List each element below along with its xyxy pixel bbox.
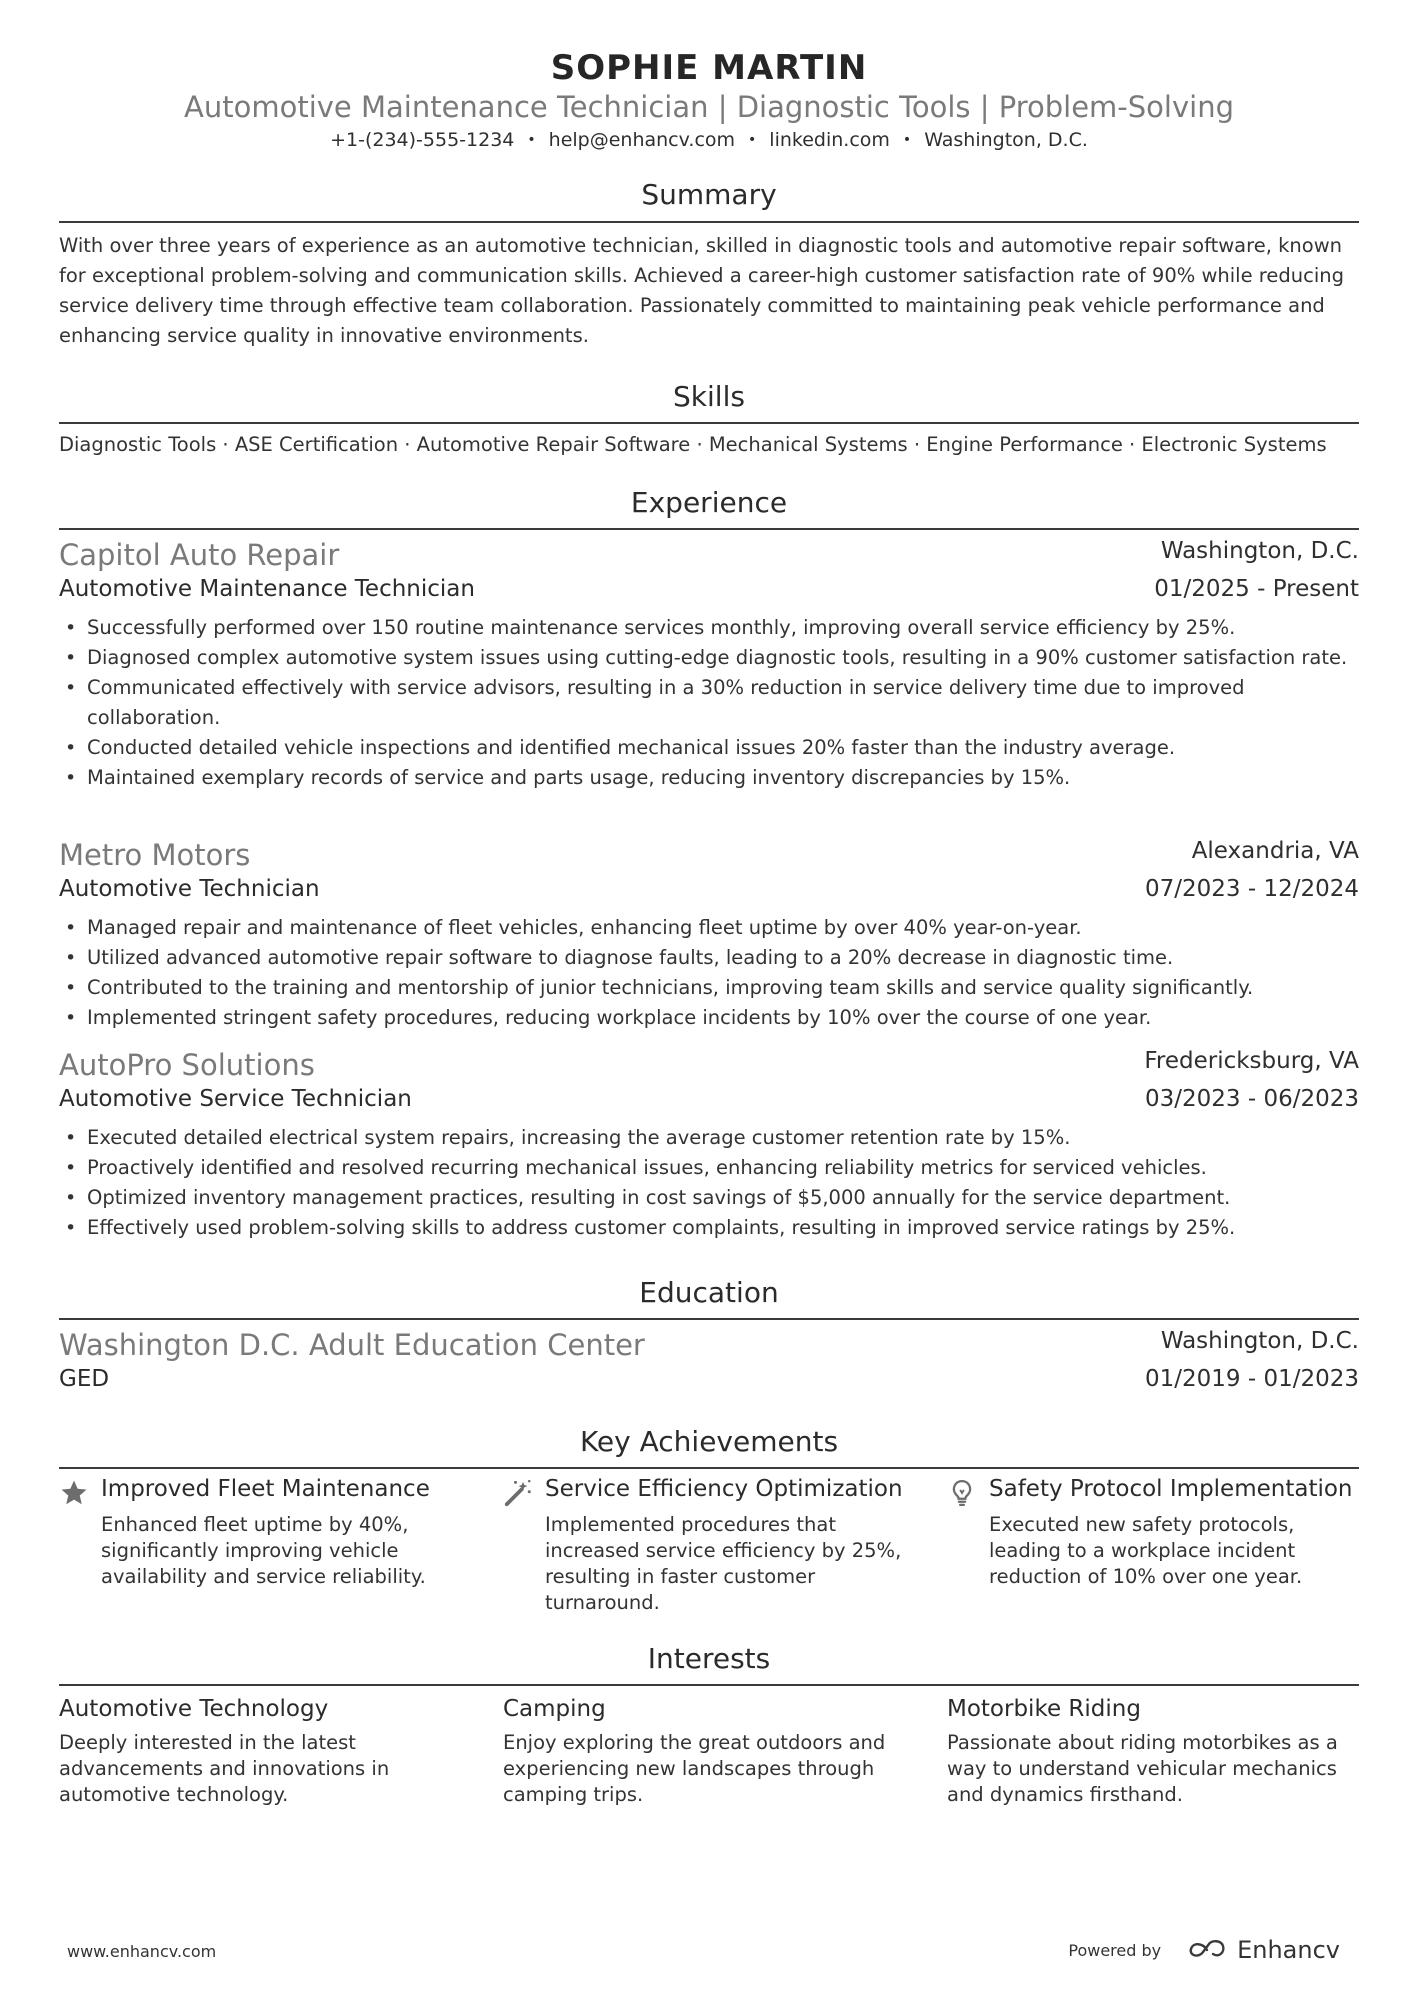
list-item: • Utilized advanced automotive repair software to diagnose faults, leading to a 20% decrease in diagnostic time.: [59, 943, 1359, 973]
summary-text: With over three years of experience as an automotive technician, skilled in diagnostic tools and automotive repair software, known for exceptional problem-solving and communication skills. Achieved a career-high customer satisfaction rate of 90% while reducing service delivery time through effective team collaboration. Passionately committed to maintaining peak vehicle performance and enhancing service quality in innovative environments.: [59, 234, 1344, 347]
list-item: • Executed detailed electrical system repairs, increasing the average customer retention rate by 15%.: [59, 1123, 1359, 1153]
list-item: • Conducted detailed vehicle inspections and identified mechanical issues 20% faster than the industry average.: [59, 733, 1359, 763]
section-divider: [59, 1318, 1359, 1320]
achievement-desc: Enhanced fleet uptime by 40%, significantly improving vehicle availability and service reliability.: [101, 1513, 426, 1588]
section-title-summary: Summary: [641, 178, 777, 211]
section-title-key-achievements: Key Achievements: [579, 1425, 839, 1458]
job-location: Alexandria, VA: [1191, 838, 1359, 864]
list-item: • Managed repair and maintenance of fleet vehicles, enhancing fleet uptime by over 40% year-on-year.: [59, 913, 1359, 943]
degree-name: GED: [59, 1366, 110, 1392]
achievement-title: Improved Fleet Maintenance: [101, 1476, 430, 1502]
lightbulb-icon: [947, 1478, 977, 1508]
section-title-education: Education: [639, 1276, 779, 1309]
interest-item: [59, 1696, 459, 1808]
section-divider: [59, 221, 1359, 223]
achievement-desc: Implemented procedures that increased service efficiency by 25%, resulting in faster customer turnaround.: [545, 1513, 902, 1614]
company-name: Metro Motors: [59, 838, 251, 872]
linkedin-link[interactable]: linkedin.com: [769, 129, 890, 151]
interest-desc: Enjoy exploring the great outdoors and experiencing new landscapes through camping trips.: [503, 1731, 886, 1806]
email-link[interactable]: help@enhancv.com: [548, 129, 736, 151]
achievement-desc: Executed new safety protocols, leading to a workplace incident reduction of 10% over one year.: [989, 1513, 1303, 1588]
interest-title: Motorbike Riding: [947, 1696, 1141, 1722]
section-divider: [59, 528, 1359, 530]
section-title-skills: Skills: [673, 380, 745, 413]
interest-title: Automotive Technology: [59, 1696, 329, 1722]
job-role: Automotive Maintenance Technician: [59, 576, 475, 602]
list-item: • Communicated effectively with service advisors, resulting in a 30% reduction in service delivery time due to improved collaboration.: [59, 673, 1359, 733]
list-item: • Contributed to the training and mentorship of junior technicians, improving team skills and service quality significantly.: [59, 973, 1359, 1003]
school-name: Washington D.C. Adult Education Center: [59, 1328, 645, 1362]
job-role: Automotive Technician: [59, 876, 320, 902]
job-dates: 07/2023 - 12/2024: [1144, 876, 1359, 902]
achievement-title: Safety Protocol Implementation: [989, 1476, 1353, 1502]
skills-list: Diagnostic Tools · ASE Certification · Automotive Repair Software · Mechanical Systems · Engine Performance · Electronic Systems: [59, 433, 1327, 456]
interest-desc: Passionate about riding motorbikes as a way to understand vehicular mechanics and dynamics firsthand.: [947, 1731, 1338, 1806]
list-item: • Diagnosed complex automotive system issues using cutting-edge diagnostic tools, resulting in a 90% customer satisfaction rate.: [59, 643, 1359, 673]
company-name: AutoPro Solutions: [59, 1048, 315, 1082]
contact-separator: •: [902, 132, 912, 148]
phone-text: +1-(234)-555-1234: [330, 129, 515, 151]
candidate-headline: Automotive Maintenance Technician | Diagnostic Tools | Problem-Solving: [184, 90, 1234, 124]
contact-separator: •: [748, 132, 757, 148]
list-item: • Proactively identified and resolved recurring mechanical issues, enhancing reliability metrics for serviced vehicles.: [59, 1153, 1359, 1183]
contact-line: [59, 129, 1359, 151]
education-dates: 01/2019 - 01/2023: [1144, 1366, 1359, 1392]
interest-title: Camping: [503, 1696, 606, 1722]
job-location: Washington, D.C.: [1160, 538, 1359, 564]
job-bullets: [59, 913, 1359, 1033]
footer-website-link[interactable]: www.enhancv.com: [67, 1942, 217, 1961]
section-title-experience: Experience: [630, 486, 788, 519]
interest-desc: Deeply interested in the latest advancements and innovations in automotive technology.: [59, 1731, 390, 1806]
job-dates: 03/2023 - 06/2023: [1144, 1086, 1359, 1112]
job-role: Automotive Service Technician: [59, 1086, 412, 1112]
interest-item: [503, 1696, 903, 1808]
job-dates: 01/2025 - Present: [1154, 576, 1359, 602]
location-text: Washington, D.C.: [924, 129, 1088, 151]
section-divider: [59, 422, 1359, 424]
list-item: • Optimized inventory management practices, resulting in cost savings of $5,000 annually for the service department.: [59, 1183, 1359, 1213]
section-divider: [59, 1684, 1359, 1686]
list-item: • Maintained exemplary records of service and parts usage, reducing inventory discrepancies by 15%.: [59, 763, 1359, 793]
section-title-interests: Interests: [647, 1642, 771, 1675]
achievement-title: Service Efficiency Optimization: [545, 1476, 903, 1502]
job-bullets: [59, 1123, 1359, 1243]
footer-powered-by: [1068, 1930, 1340, 1970]
contact-separator: •: [527, 132, 536, 148]
star-icon: [59, 1478, 89, 1508]
company-name: Capitol Auto Repair: [59, 538, 340, 572]
job-location: Fredericksburg, VA: [1144, 1048, 1359, 1074]
job-bullets: [59, 613, 1359, 793]
school-location: Washington, D.C.: [1160, 1328, 1359, 1354]
interest-item: [947, 1696, 1347, 1808]
list-item: • Successfully performed over 150 routine maintenance services monthly, improving overall service efficiency by 25%.: [59, 613, 1359, 643]
section-divider: [59, 1467, 1359, 1469]
powered-by-label: Powered by: [1068, 1940, 1162, 1960]
magic-wand-icon: [503, 1478, 533, 1508]
brand-name: Enhancv: [1237, 1936, 1340, 1964]
list-item: • Effectively used problem-solving skills to address customer complaints, resulting in improved service ratings by 25%.: [59, 1213, 1359, 1243]
candidate-name: SOPHIE MARTIN: [550, 48, 868, 88]
enhancv-logo-icon: [1187, 1938, 1231, 1962]
list-item: • Implemented stringent safety procedures, reducing workplace incidents by 10% over the course of one year.: [59, 1003, 1359, 1033]
